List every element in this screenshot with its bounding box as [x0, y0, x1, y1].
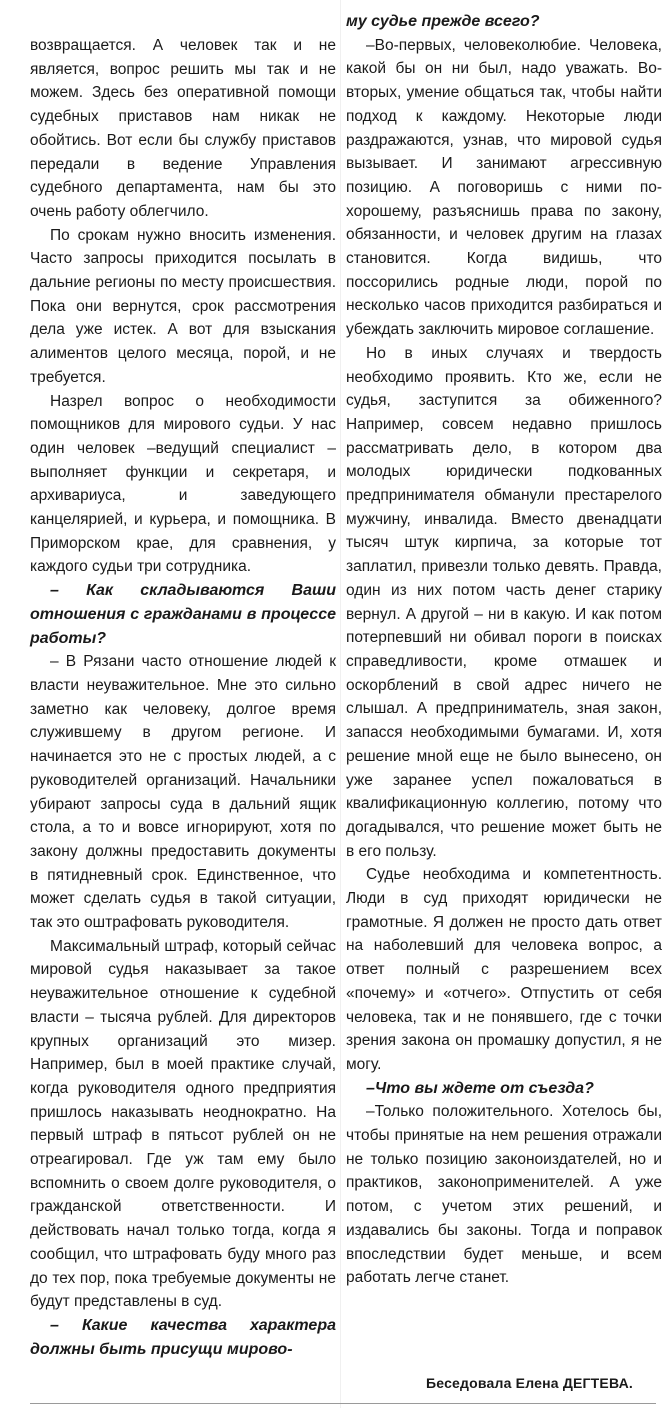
byline: [426, 1375, 633, 1391]
paragraph: –Во-первых, человеколюбие. Человека, какой бы он ни был, надо уважать. Во-вторых, умение общаться так, чтобы найти подход к каждому. Некоторые люди раздражаются, узнав, что мировой судья вызывает. И занимают агрессивную позицию. А поговоришь с ними по-хорошему, разъяснишь права по закону, обязанности, и человек другим на глазах становится. Когда видишь, что поссорились родные люди, порой по несколько часов приходится разбираться и убеждать заключить мировое соглашение.: [346, 36, 662, 339]
interview-question: – Какие качества характера должны быть присущи мирово-: [30, 1316, 336, 1358]
left-column: [30, 34, 336, 1361]
column-divider: [340, 0, 341, 1408]
interview-question: му судье прежде всего?: [346, 13, 540, 30]
paragraph: Судье необходима и компетентность. Люди в суд приходят юридически не грамотные. Я должен не просто дать ответ на наболевший для человека вопрос, а ответ полный с разрешением всех «почему» и «отчего». Отпустить от себя человека, так и не понявшего, где с точки зрения закона он промашку допустил, я не могу.: [346, 866, 662, 1073]
bottom-rule: [30, 1403, 656, 1404]
byline-prefix: Беседовала Елена: [426, 1375, 559, 1391]
paragraph: –Только положительного. Хотелось бы, чтобы принятые на нем решения отражали не только позицию законоиздателей, но и практиков, законоприменителей. А уже потом, с учетом этих решений, и издавались бы законы. Тогда и поправок впоследствии будет меньше, и всем работать легче станет.: [346, 1103, 662, 1287]
paragraph: – В Рязани часто отношение людей к власти неуважительное. Мне это сильно заметно как человеку, долгое время служившему в другом регионе. И начинается это не с простых людей, а с руководителей организаций. Начальники убирают запросы суда в дальний ящик стола, а то и вовсе игнорируют, хотя по закону должны предоставить документы в пятидневный срок. Единственное, что может сделать судья в такой ситуации, так это оштрафовать руководителя.: [30, 653, 336, 932]
interview-question: –Что вы ждете от съезда?: [366, 1079, 594, 1097]
right-column: [346, 13, 662, 1290]
paragraph: Максимальный штраф, который сейчас мировой судья наказывает за такое неуважительное отношение к судебной власти – тысяча рублей. Для директоров крупных организаций это мизер. Например, был в моей практике случай, когда руководителя одного предприятия пришлось наказывать неоднократно. На первый штраф в пятьсот рублей он не отреагировал. Где уж там ему было вспомнить о своем долге руководителя, о гражданской ответственности. И действовать начал только тогда, когда я сообщил, что штрафовать буду много раз до тех пор, пока требуемые документы не будут представлены в суд.: [30, 937, 336, 1311]
paragraph: По срокам нужно вносить изменения. Часто запросы приходится посылать в дальние регионы по месту происшествия. Пока они вернутся, срок рассмотрения дела уже истек. А вот для взыскания алиментов целого месяца, порой, и не требуется.: [30, 226, 336, 386]
paragraph: возвращается. А человек так и не является, вопрос решить мы так и не можем. Здесь без оперативной помощи судебных приставов нам никак не обойтись. Вот если бы службу приставов передали в ведение Управления судебного департамента, нам бы это очень работу облегчило.: [30, 37, 336, 220]
interview-question: – Как складываются Ваши отношения с гражданами в процессе работы?: [30, 582, 336, 647]
paragraph: Назрел вопрос о необходимости помощников для мирового судьи. У нас один человек –ведущий специалист – выполняет функции и секретаря, и архивариуса, и заведующего канцелярией, и курьера, и помощника. В Приморском крае, для сравнения, у каждого судьи три сотрудника.: [30, 392, 336, 576]
byline-author: ДЕГТЕВА.: [562, 1375, 633, 1391]
paragraph: Но в иных случаях и твердость необходимо проявить. Кто же, если не судья, заступится за обиженного? Например, совсем недавно пришлось рассматривать дело, в котором два молодых юридически подкованных предпринимателя обманули престарелого мужчину, инвалида. Вместо двенадцати тысяч штук кирпича, за которые тот заплатил, привезли только девять. Правда, один из них потом часть денег старику вернул. А другой – ни в какую. И как потом потерпевший ни обивал пороги в поисках справедливости, кроме отмашек и оскорблений в свой адрес ничего не слышал. А предприниматель, зная закон, запасся необходимыми бумагами. И, хотя решение мной еще не было вынесено, он уже заранее успел пожаловаться в квалификационную коллегию, потому что догадывался, что решение может быть не в его пользу.: [346, 344, 662, 860]
